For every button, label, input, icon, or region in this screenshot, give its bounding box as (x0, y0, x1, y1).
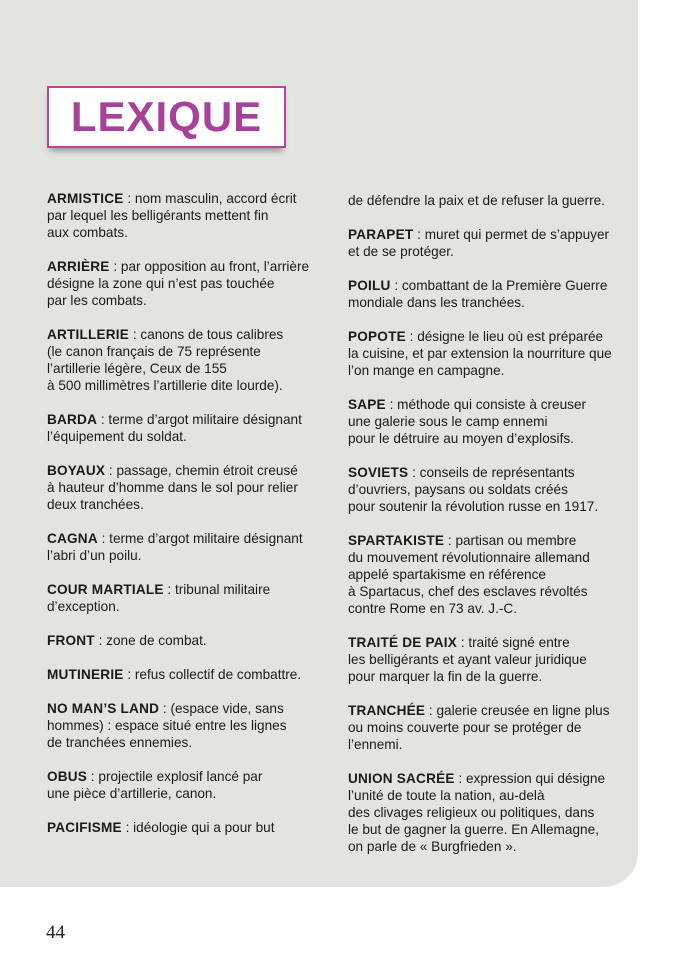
glossary-definition: : par opposition au front, l’arrière désigne la zone qui n’est pas touchée par les combats. (47, 259, 310, 308)
glossary-definition: : conseils de représentants d’ouvriers, paysans ou soldats créés pour soutenir la révolution russe en 1917. (348, 465, 599, 514)
glossary-term: SPARTAKISTE (348, 533, 445, 548)
glossary-term: ARRIÈRE (47, 259, 110, 274)
glossary-entry (47, 768, 325, 802)
glossary-term: TRANCHÉE (348, 703, 426, 718)
glossary-definition: : passage, chemin étroit creusé à hauteur d’homme dans le sol pour relier deux tranchées. (47, 463, 298, 512)
glossary-continuation: de défendre la paix et de refuser la guerre. (348, 193, 605, 208)
title-box (47, 86, 286, 148)
glossary-term: BARDA (47, 412, 98, 427)
glossary-term: OBUS (47, 769, 88, 784)
glossary-entry (47, 462, 325, 513)
glossary-term: SOVIETS (348, 465, 409, 480)
glossary-term: POILU (348, 278, 391, 293)
glossary-definition: : projectile explosif lancé par une pièce d’artillerie, canon. (47, 769, 263, 801)
glossary-term: ARMISTICE (47, 191, 124, 206)
glossary-term: ARTILLERIE (47, 327, 130, 342)
glossary-definition: : terme d’argot militaire désignant l’équipement du soldat. (47, 412, 302, 444)
page-title: LEXIQUE (70, 93, 263, 140)
glossary-definition: : traité signé entre les belligérants et ayant valeur juridique pour marquer la fin de la guerre. (348, 635, 587, 684)
page-number: 44 (46, 922, 65, 943)
glossary-entry (348, 277, 623, 311)
glossary-definition: : nom masculin, accord écrit par lequel les belligérants mettent fin aux combats. (47, 191, 297, 240)
glossary-definition: : canons de tous calibres (le canon français de 75 représente l’artillerie légère, Ceux de 155 à 500 millimètres l’artillerie dite lourde). (47, 327, 284, 393)
glossary-term: COUR MARTIALE (47, 582, 164, 597)
glossary-entry (47, 819, 325, 836)
glossary-term: BOYAUX (47, 463, 106, 478)
glossary-term: PACIFISME (47, 820, 122, 835)
glossary-entry (348, 226, 623, 260)
glossary-definition: : tribunal militaire d’exception. (47, 582, 271, 614)
glossary-definition: : (espace vide, sans hommes) : espace situé entre les lignes de tranchées ennemies. (47, 701, 287, 750)
glossary-term: PARAPET (348, 227, 414, 242)
glossary-entry (348, 396, 623, 447)
glossary-definition: : méthode qui consiste à creuser une galerie sous le camp ennemi pour le détruire au moyen d’explosifs. (348, 397, 587, 446)
glossary-term: NO MAN’S LAND (47, 701, 160, 716)
glossary-definition: : désigne le lieu où est préparée la cuisine, et par extension la nourriture que l’on mange en campagne. (348, 329, 612, 378)
glossary-definition: : partisan ou membre du mouvement révolutionnaire allemand appelé spartakisme en référence à Spartacus, chef des esclaves révoltés contre Rome en 73 av. J.-C. (348, 533, 590, 616)
glossary-entry (47, 411, 325, 445)
glossary-entry (47, 700, 325, 751)
glossary-entry (47, 530, 325, 564)
glossary-term: TRAITÉ DE PAIX (348, 635, 458, 650)
glossary-entry (348, 634, 623, 685)
glossary-entry (47, 190, 325, 241)
glossary-entry (348, 464, 623, 515)
glossary-term: MUTINERIE (47, 667, 124, 682)
glossary-term: UNION SACRÉE (348, 771, 455, 786)
glossary-entry (47, 666, 325, 683)
glossary-term: POPOTE (348, 329, 406, 344)
glossary-entry (47, 258, 325, 309)
glossary-entry (47, 632, 325, 649)
glossary-definition: : galerie creusée en ligne plus ou moins couverte pour se protéger de l’ennemi. (348, 703, 610, 752)
glossary-entry (348, 328, 623, 379)
glossary-term: CAGNA (47, 531, 98, 546)
glossary-entry (348, 702, 623, 753)
glossary-column-right (348, 192, 623, 872)
glossary-definition: : muret qui permet de s’appuyer et de se protéger. (348, 227, 610, 259)
glossary-term: SAPE (348, 397, 386, 412)
glossary-entry (348, 770, 623, 855)
glossary-definition: : zone de combat. (94, 633, 207, 648)
glossary-entry (47, 581, 325, 615)
glossary-term: FRONT (47, 633, 95, 648)
glossary-definition: : terme d’argot militaire désignant l’abri d’un poilu. (47, 531, 303, 563)
glossary-column-left (47, 190, 325, 853)
glossary-definition: : refus collectif de combattre. (123, 667, 302, 682)
glossary-entry (47, 326, 325, 394)
glossary-entry (348, 532, 623, 617)
glossary-definition: : combattant de la Première Guerre mondiale dans les tranchées. (348, 278, 608, 310)
glossary-definition: : expression qui désigne l’unité de toute la nation, au-delà des clivages religieux ou politiques, dans le but de gagner la guerre. En Allemagne, on parle de « Burgfrieden ». (348, 771, 606, 854)
glossary-definition: : idéologie qui a pour but (121, 820, 275, 835)
